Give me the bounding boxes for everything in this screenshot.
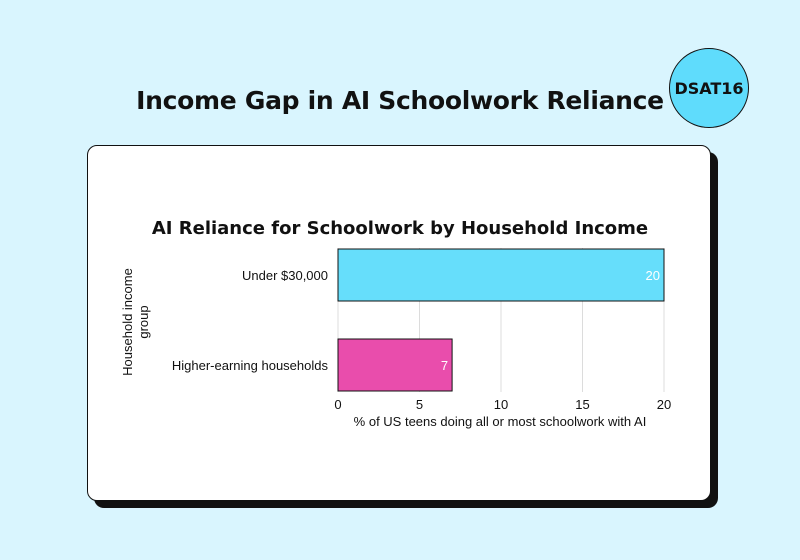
y-axis-label [120, 268, 151, 376]
x-tick-label: 10 [493, 397, 509, 412]
bar [338, 339, 452, 391]
y-axis-label-line: Household income [120, 268, 135, 376]
category-label: Under $30,000 [241, 268, 328, 283]
x-tick-label: 20 [656, 397, 672, 412]
x-axis-label: % of US teens doing all or most schoolwork with AI [353, 414, 647, 429]
bar-value-label: 20 [645, 268, 660, 283]
dsat-badge: DSAT16 [669, 48, 749, 128]
x-tick-label: 0 [334, 397, 342, 412]
x-tick-labels [334, 397, 671, 412]
bar-chart [88, 146, 712, 502]
bar-value-label: 7 [440, 358, 449, 373]
page-title: Income Gap in AI Schoolwork Reliance [136, 86, 664, 115]
y-axis-label-line: group [136, 305, 151, 339]
category-label: Higher-earning households [171, 358, 328, 373]
x-tick-label: 15 [575, 397, 590, 412]
bar [338, 249, 664, 301]
x-tick-label: 5 [415, 397, 424, 412]
chart-card [87, 145, 711, 501]
category-labels [172, 268, 329, 373]
chart-title: AI Reliance for Schoolwork by Household Income [151, 218, 649, 239]
